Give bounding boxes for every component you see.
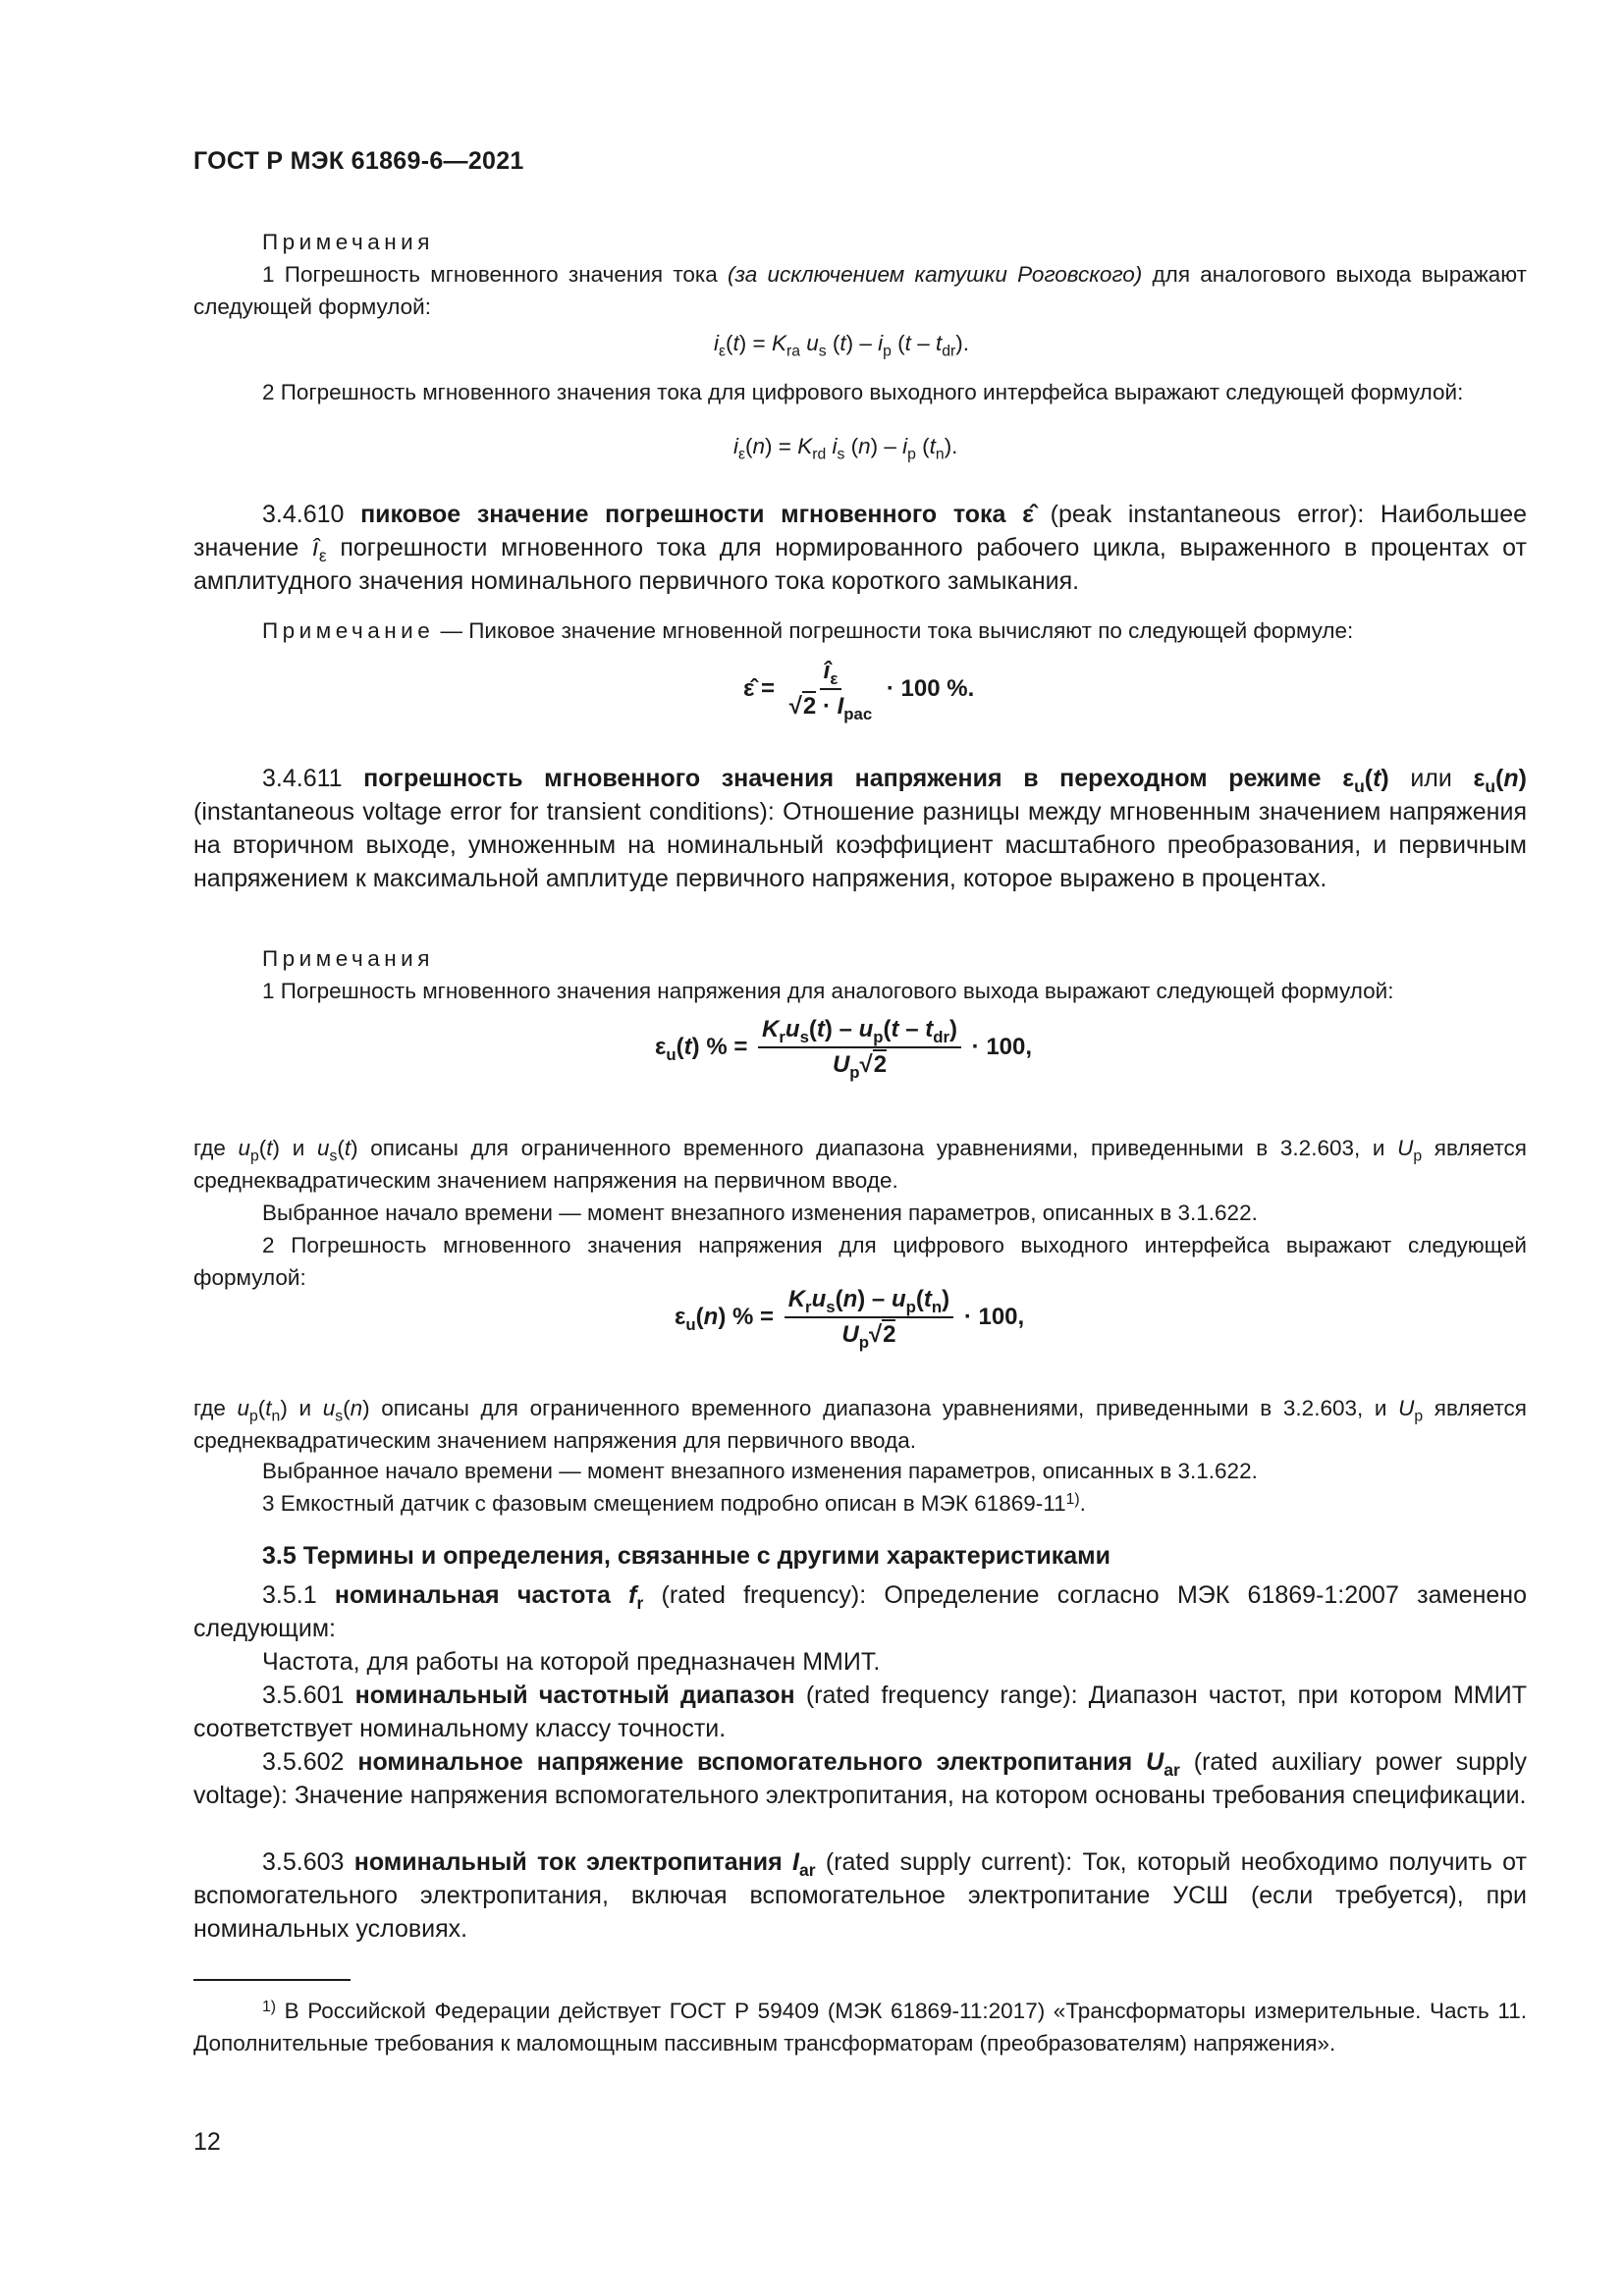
document-header: ГОСТ Р МЭК 61869-6—2021 [193,147,524,175]
note-1-text: 1 Погрешность мгновенного значения тока (за исключением катушки Роговского) для аналогового выхода выражают следующей формулой: [193,262,1527,319]
definition-3-5-601: 3.5.601 номинальный частотный диапазон (rated frequency range): Диапазон частот, при котором ММИТ соответствует номинальному классу точности. [193,1682,1527,1742]
where-text-1: где $u_p(t)$ и $u_s(t)$ описаны для ограниченного временного диапазона уравнениями, приведенными в 3.2.603, и $U_p$ является среднеквадратическим значением напряжения на первичном вводе. [193,1136,1527,1193]
note-611-2: 2 Погрешность мгновенного значения напряжения для цифрового выходного интерфейса выражают следующей формулой: [193,1233,1527,1290]
notes-heading-611: Примечания [262,946,434,971]
footnote-ref[interactable]: 1) [1065,1490,1080,1508]
note-3-4-610: Примечание — Пиковое значение мгновенной погрешности тока вычисляют по следующей формуле: [262,618,1354,643]
time-start-1: Выбранное начало времени — момент внезапного изменения параметров, описанных в 3.1.622. [262,1201,1258,1225]
formula-current-error-analog: $i_\varepsilon(t) = K_{ra}$ $u_s$ $(t) - i_p$ $(t - t_{dr})$. [714,331,969,360]
note-2-text: 2 Погрешность мгновенного значения тока для цифрового выходного интерфейса выражают следующей формулой: [262,380,1464,404]
footnote-mark: 1) [262,1998,277,2015]
time-start-2: Выбранное начало времени — момент внезапного изменения параметров, описанных в 3.1.622. [262,1459,1258,1483]
definition-3-5-603: 3.5.603 номинальный ток электропитания $I_{ar}$ (rated supply current): Ток, который необходимо получить от вспомогательного электропитания, включая вспомогательное электропитание УСШ (если требуется), при номинальных условиях. [193,1848,1527,1943]
formula-voltage-error-analog: $\varepsilon_u(t)$ % = $\frac{K_ru_s(t) - u_p(t - t_{dr})}{U_p√2}$ · 100, [655,1016,1033,1082]
definition-3-4-610: 3.4.610 пиковое значение погрешности мгновенного тока ε̂ (peak instantaneous error): Наибольшее значение $î_\varepsilon$ погрешности мгновенного тока для нормированного рабочего цикла, выраженного в процентах от амплитудного значения номинального первичного тока короткого замыкания. [193,501,1528,595]
page-number: 12 [193,2128,221,2156]
formula-peak-error: ε̂ = $\frac{î_\varepsilon}{√2 \cdot I_{pac}}$ · 100 %. [743,658,975,723]
definition-3-5-1: 3.5.1 номинальная частота $f_r$ (rated frequency): Определение согласно МЭК 61869-1:2007 заменено следующим: [193,1581,1527,1642]
formula-current-error-digital: $i_\varepsilon(n) = K_{rd}$ $i_s$ $(n) - i_p$ $(t_n)$. [733,434,958,463]
notes-block-1 [193,226,1527,323]
definition-3-4-611: 3.4.611 погрешность мгновенного значения напряжения в переходном режиме $\varepsilon_u(t)$ или $\varepsilon_u(n)$ (instantaneous voltage error for transient conditions): Отношение разницы между мгновенным значением напряжения на вторичном выходе, умноженным на номинальный коэффициент масштабного преобразования, и первичным напряжением к максимальной амплитуде первичного напряжения, которое выражено в процентах. [193,765,1527,892]
definition-3-5-602: 3.5.602 номинальное напряжение вспомогательного электропитания $U_{ar}$ (rated auxiliary power supply voltage): Значение напряжения вспомогательного электропитания, на котором основаны требования спецификации. [193,1748,1528,1809]
where-text-2: где $u_p(t_n)$ и $u_s(n)$ описаны для ограниченного временного диапазона уравнениями, приведенными в 3.2.603, и $U_p$ является среднеквадратическим значением напряжения для первичного ввода. [193,1396,1527,1453]
footnote-divider [193,1979,351,1981]
note-611-1: 1 Погрешность мгновенного значения напряжения для аналогового выхода выражают следующей формулой: [262,979,1394,1003]
definition-3-5-1-cont: Частота, для работы на которой предназначен ММИТ. [262,1648,881,1676]
note-611-3: 3 Емкостный датчик с фазовым смещением подробно описан в МЭК 61869-11$^{1)}$. [262,1490,1086,1516]
formula-voltage-error-digital: $\varepsilon_u(n)$ % = $\frac{K_ru_s(n) - u_p(t_n)}{U_p√2}$ · 100, [675,1286,1025,1352]
notes-heading: Примечания [262,230,434,254]
notes-block-611 [193,942,1527,1007]
section-3-5-heading: 3.5 Термины и определения, связанные с другими характеристиками [262,1542,1111,1570]
footnote: $^{1)}$ В Российской Федерации действует ГОСТ Р 59409 (МЭК 61869-11:2017) «Трансформаторы измерительные. Часть 11. Дополнительные требования к маломощным пассивным трансформаторам (преобразователям) напряжения». [193,1998,1527,2056]
